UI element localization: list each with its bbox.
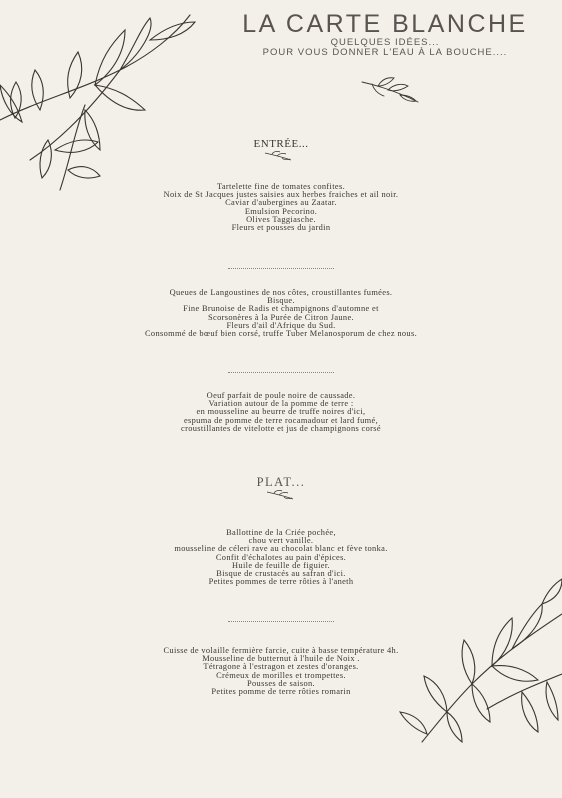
dish-entree-3 [0, 392, 562, 433]
branch-illustration-top-left [0, 0, 200, 200]
sprig-icon [264, 151, 292, 161]
menu-subtitle [230, 38, 540, 58]
dish-line: Caviar d'aubergines au Zaatar. [225, 198, 337, 208]
separator [228, 621, 334, 622]
dish-line: Pousses de saison. [247, 678, 315, 688]
dish-line: Huile de feuille de figuier. [232, 560, 330, 570]
separator [228, 268, 334, 269]
dish-line: Confit d'échalotes au pain d'épices. [215, 552, 347, 562]
dish-line: espuma de pomme de terre rocamadour et lard fumé, [183, 415, 379, 425]
separator [228, 372, 334, 373]
dish-line: Cuisse de volaille fermière farcie, cuite à basse température 4h. [163, 646, 399, 655]
section-heading-plat: PLAT... [256, 475, 306, 489]
dish-line: Consommé de bœuf bien corsé, truffe Tuber Melanosporum de chez nous. [144, 329, 418, 339]
dish-line: Petites pomme de terre rôties romarin [211, 687, 351, 697]
dish-entree-1 [0, 183, 562, 232]
dish-line: Mousseline de butternut à l'huile de Noix . [202, 654, 360, 664]
branch-illustration-bottom-right [392, 574, 562, 744]
dish-line: chou vert vanille. [248, 536, 314, 546]
dish-line: Bisque de crustacés au safran d'ici. [216, 569, 346, 579]
dish-line: Oeuf parfait de poule noire de caussade. [206, 391, 356, 400]
menu-subtitle-line2: POUR VOUS DONNER L'EAU À LA BOUCHE.... [262, 47, 508, 58]
dish-line: en mousseline au beurre de truffe noires d'ici, [196, 407, 366, 417]
dish-line: Fleurs et pousses du jardin [231, 223, 331, 233]
section-heading-entree: ENTRÉE... [253, 138, 309, 150]
dish-line: Noix de St Jacques justes saisies aux herbes fraiches et ail noir. [163, 190, 399, 200]
dish-line: mousseline de céleri rave au chocolat blanc et fève tonka. [174, 544, 388, 554]
dish-line: Variation autour de la pomme de terre : [208, 399, 354, 409]
dish-line: Queues de Langoustines de nos côtes, croustillantes fumées. [169, 288, 393, 297]
dish-line: Emulsion Pecorino. [244, 206, 318, 216]
dish-line: Olives Taggiasche. [246, 214, 316, 224]
dish-line: Petites pommes de terre rôties à l'aneth [208, 577, 354, 587]
menu-title: LA CARTE BLANCHE [242, 10, 528, 38]
dish-line: croustillantes de vitelotte et jus de champignons corsé [181, 423, 381, 433]
dish-line: Bisque. [267, 296, 295, 306]
dish-line: Scorsonères à la Purée de Citron Jaune. [208, 312, 354, 322]
sprig-icon [360, 74, 420, 104]
dish-entree-2 [0, 289, 562, 338]
sprig-icon [266, 490, 294, 500]
dish-line: Fleurs d'ail d'Afrique du Sud. [226, 320, 336, 330]
dish-line: Tétragone à l'estragon et zestes d'oranges. [203, 662, 359, 672]
dish-line: Crémeux de morilles et trompettes. [216, 670, 346, 680]
menu-subtitle-line1: QUELQUES IDÉES... [330, 37, 440, 48]
dish-line: Ballottine de la Criée pochée, [226, 528, 336, 537]
dish-line: Fine Brunoise de Radis et champignons d'automne et [183, 304, 379, 314]
dish-line: Tartelette fine de tomates confites. [216, 182, 346, 191]
